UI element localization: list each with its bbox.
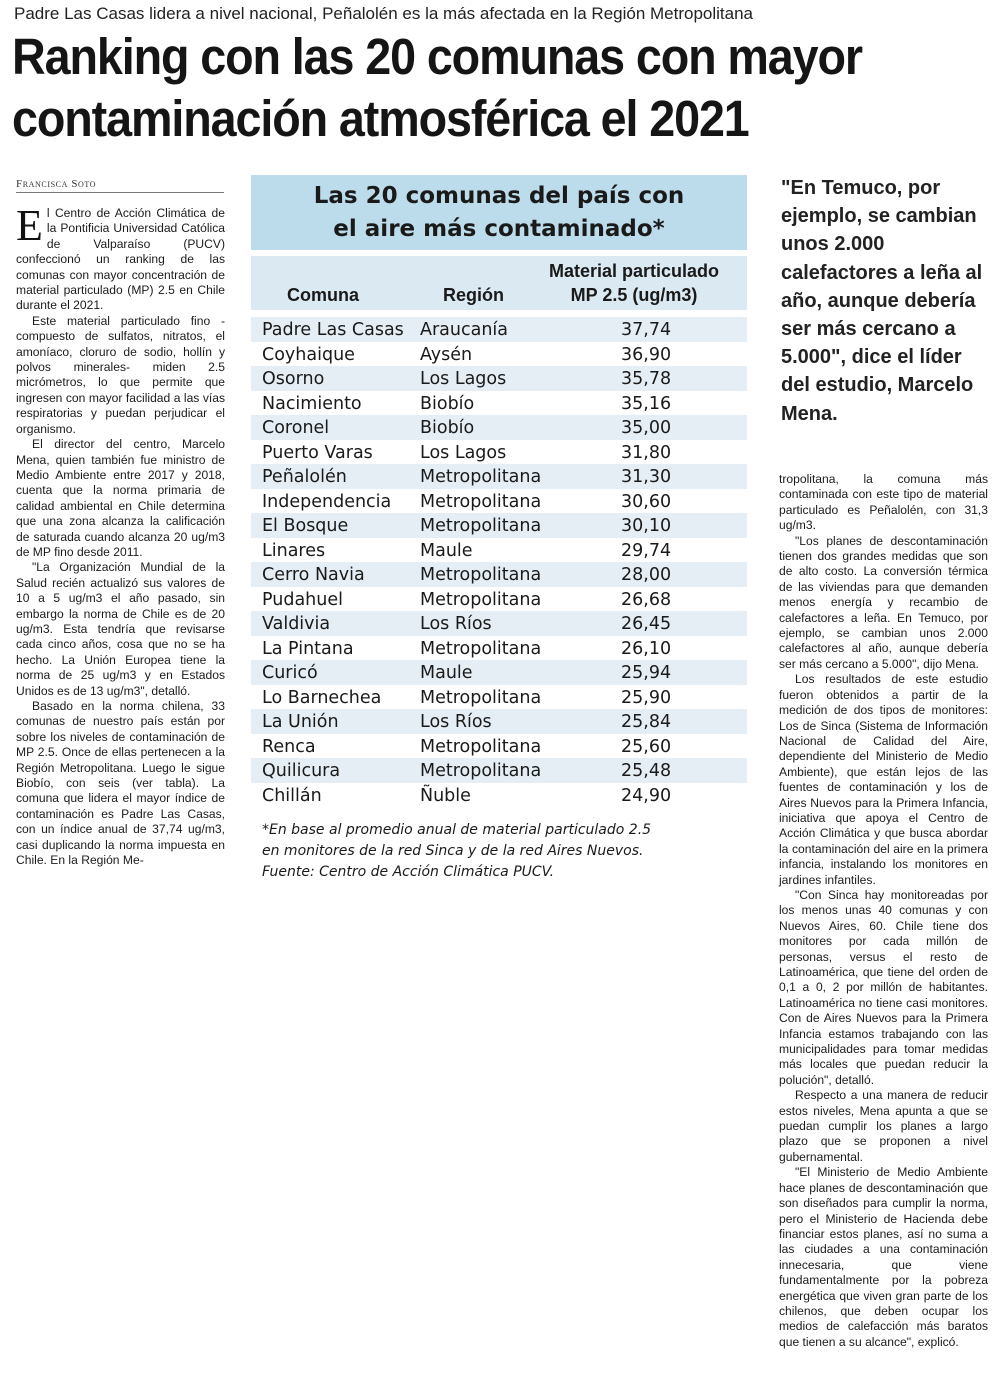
headline bbox=[12, 26, 913, 150]
cell-region: Metropolitana bbox=[420, 589, 542, 610]
cell-region: Los Lagos bbox=[420, 369, 507, 389]
pull-quote: "En Temuco, por ejemplo, se cambian unos 2.000 calefactores a leña al año, aunque debería ser más cercano a 5.000", dice el líder del estudio, Marcelo Mena. bbox=[781, 177, 983, 425]
cell-region: Metropolitana bbox=[420, 491, 542, 512]
table-source: Fuente: Centro de Acción Climática PUCV. bbox=[262, 864, 555, 880]
table-row bbox=[251, 685, 747, 710]
cell-region: Metropolitana bbox=[420, 467, 542, 487]
cell-value: 35,00 bbox=[621, 418, 672, 438]
table-note bbox=[262, 820, 702, 883]
table-note-line-1: *En base al promedio anual de material particulado 2.5 bbox=[262, 822, 652, 838]
table-row bbox=[251, 489, 747, 514]
cell-comuna: Valdivia bbox=[262, 614, 331, 634]
cell-value: 25,48 bbox=[621, 761, 672, 781]
paragraph: "Con Sinca hay monitoreadas por los menos unas 40 comunas y con Nuevos Aires, 60. Chile tiene dos monitores por cada millón de personas, versus el resto de Latinoamérica, que tiene del orden de 0,1 a 0, 2 por millón de habitantes. Latinoamérica no tiene casi monitores. Con de Aires Nuevos para la Primera Infancia estamos trabajando con las municipalidades para tomar medidas más locales que puedan reducir la polución", detalló. bbox=[779, 887, 988, 1087]
cell-region: Biobío bbox=[420, 393, 475, 414]
cell-value: 26,68 bbox=[621, 589, 672, 610]
cell-value: 25,84 bbox=[621, 712, 672, 732]
paragraph bbox=[16, 201, 225, 314]
cell-comuna: Nacimiento bbox=[262, 393, 362, 414]
cell-value: 35,78 bbox=[621, 369, 672, 389]
cell-value: 25,90 bbox=[621, 687, 672, 708]
table-row bbox=[251, 440, 747, 465]
cell-comuna: La Pintana bbox=[262, 638, 354, 659]
table-row bbox=[251, 783, 747, 808]
cell-region: Metropolitana bbox=[420, 761, 542, 781]
paragraph: El director del centro, Marcelo Mena, quien también fue ministro de Medio Ambiente entre 2017 y 2018, cuenta que la norma primaria de calidad ambiental en Chile determina que una zona alcanza la calificación de saturada cuando alcanza 20 ug/m3 de MP fino desde 2011. bbox=[16, 437, 225, 559]
left-column bbox=[16, 201, 225, 868]
cell-region: Los Ríos bbox=[420, 712, 492, 732]
cell-value: 25,60 bbox=[621, 736, 672, 757]
right-column bbox=[779, 472, 988, 1350]
table-row bbox=[251, 342, 747, 367]
paragraph: tropolitana, la comuna más contaminada con este tipo de material particulado es Peñalolén, con 31,3 ug/m3. bbox=[779, 472, 988, 533]
cell-region: Aysén bbox=[420, 344, 473, 365]
cell-value: 26,10 bbox=[621, 638, 672, 659]
table-title-line-2: el aire más contaminado* bbox=[333, 216, 665, 242]
cell-region: Araucanía bbox=[420, 320, 509, 340]
table-row bbox=[251, 660, 747, 685]
paragraph: "Los planes de descontaminación tienen dos grandes medidas que son de alto costo. La conversión térmica de las viviendas para que demanden menos energía y recambio de calefactores a leña. En Temuco, por ejemplo, se cambian unos 2.000 calefactores al año, aunque debería ser más cercano a 5.000", dijo Mena. bbox=[779, 533, 988, 671]
cell-value: 29,74 bbox=[621, 540, 672, 561]
table-row bbox=[251, 538, 747, 563]
headline-line-2: contaminación atmosférica el 2021 bbox=[12, 90, 749, 147]
cell-comuna: Independencia bbox=[262, 491, 392, 512]
table-row bbox=[251, 391, 747, 416]
dropcap: E bbox=[16, 201, 43, 250]
table-row bbox=[251, 611, 747, 636]
cell-comuna: Peñalolén bbox=[262, 467, 347, 487]
cell-value: 28,00 bbox=[621, 565, 672, 585]
cell-region: Ñuble bbox=[420, 785, 471, 806]
table-title bbox=[251, 175, 747, 250]
cell-comuna: Pudahuel bbox=[262, 589, 343, 610]
cell-region: Maule bbox=[420, 540, 473, 561]
cell-region: Metropolitana bbox=[420, 638, 542, 659]
cell-region: Metropolitana bbox=[420, 736, 542, 757]
column-header-region: Región bbox=[443, 285, 504, 305]
cell-comuna: Coyhaique bbox=[262, 344, 355, 365]
paragraph-text: l Centro de Acción Climática de la Pontificia Universidad Católica de Valparaíso (PUCV) confeccionó un ranking de las comunas con mayor concentración de material particulado (MP) 2.5 en Chile durante el 2021. bbox=[16, 206, 225, 313]
headline-line-1: Ranking con las 20 comunas con mayor bbox=[12, 28, 862, 85]
table-row bbox=[251, 317, 747, 342]
cell-comuna: Lo Barnechea bbox=[262, 687, 382, 708]
paragraph: Respecto a una manera de reducir estos niveles, Mena apunta a que se puedan cumplir los planes a largo plazo que se proponen a nivel gubernamental. bbox=[779, 1088, 988, 1164]
cell-comuna: Cerro Navia bbox=[262, 565, 365, 585]
cell-value: 35,16 bbox=[621, 393, 672, 414]
cell-comuna: Padre Las Casas bbox=[262, 320, 404, 340]
cell-comuna: El Bosque bbox=[262, 516, 349, 536]
column-header-mp-line-1: Material particulado bbox=[548, 261, 720, 281]
table-row bbox=[251, 587, 747, 612]
table-row bbox=[251, 636, 747, 661]
cell-value: 26,45 bbox=[621, 614, 672, 634]
cell-value: 30,60 bbox=[621, 491, 672, 512]
paragraph: "La Organización Mundial de la Salud recién actualizó sus valores de 10 a 5 ug/m3 el año pasado, sin embargo la norma de Chile es de 20 ug/m3. Esta tendría que revisarse cada cinco años, cosa que no se ha hecho. La Unión Europea tiene la norma de 25 ug/m3 y en Estados Unidos es de 13 ug/m3", detalló. bbox=[16, 560, 225, 698]
table-row bbox=[251, 464, 747, 489]
paragraph: Los resultados de este estudio fueron obtenidos a partir de la medición de dos tipos de monitores: Los de Sinca (Sistema de Información Nacional de Calidad del Aire, dependiente del Ministerio de Medio Ambiente), que están lejos de las fuentes de contaminación y los de Aires Nuevos para la Primera Infancia, iniciativa que apoya el Centro de Acción Climática y que busca abordar la contaminación del aire en la primera infancia, instalando los monitores en jardines infantiles. bbox=[779, 672, 988, 887]
table-note-line-2: en monitores de la red Sinca y de la red Aires Nuevos. bbox=[262, 843, 644, 859]
cell-comuna: Linares bbox=[262, 540, 326, 561]
cell-region: Metropolitana bbox=[420, 687, 542, 708]
byline: Francisca Soto bbox=[16, 178, 224, 193]
cell-comuna: Quilicura bbox=[262, 761, 341, 781]
table-row bbox=[251, 513, 747, 538]
cell-value: 30,10 bbox=[621, 516, 672, 536]
table-body bbox=[251, 317, 747, 807]
cell-region: Los Lagos bbox=[420, 442, 507, 463]
table-row bbox=[251, 562, 747, 587]
cell-value: 31,30 bbox=[621, 467, 672, 487]
cell-value: 24,90 bbox=[621, 785, 672, 806]
cell-value: 25,94 bbox=[621, 663, 672, 683]
cell-comuna: Coronel bbox=[262, 418, 330, 438]
paragraph: Basado en la norma chilena, 33 comunas de nuestro país están por sobre los niveles de contaminación de MP 2.5. Once de ellas pertenecen a la Región Metropolitana. Luego le sigue Biobío, con seis (ver tabla). La comuna que lidera el mayor índice de contaminación es Padre Las Casas, con un índice anual de 37,74 ug/m3, casi duplicando la norma impuesta en Chile. En la Región Me- bbox=[16, 699, 225, 868]
cell-comuna: Chillán bbox=[262, 785, 322, 806]
cell-comuna: Puerto Varas bbox=[262, 442, 373, 463]
table-row bbox=[251, 734, 747, 759]
table-row bbox=[251, 415, 747, 440]
cell-value: 37,74 bbox=[621, 320, 672, 340]
table-row bbox=[251, 758, 747, 783]
column-header-comuna: Comuna bbox=[287, 285, 359, 305]
table-title-line-1: Las 20 comunas del país con bbox=[313, 183, 685, 209]
cell-comuna: Renca bbox=[262, 736, 316, 757]
cell-value: 31,80 bbox=[621, 442, 672, 463]
column-header-mp-line-2: MP 2.5 (ug/m3) bbox=[570, 285, 698, 305]
paragraph: Este material particulado fino -compuesto de sulfatos, nitratos, el amoníaco, cloruro de sodio, hollín y polvos minerales- miden 2.5 micrómetros, lo que permite que ingresen con mayor facilidad a las vías respiratorias y puedan perjudicar el organismo. bbox=[16, 313, 225, 436]
cell-value: 36,90 bbox=[621, 344, 672, 365]
cell-comuna: Curicó bbox=[262, 663, 318, 683]
kicker: Padre Las Casas lidera a nivel nacional, Peñalolén es la más afectada en la Región Metropolitana bbox=[14, 4, 754, 23]
cell-region: Metropolitana bbox=[420, 516, 542, 536]
cell-comuna: Osorno bbox=[262, 369, 325, 389]
cell-region: Los Ríos bbox=[420, 614, 492, 634]
table-row bbox=[251, 366, 747, 391]
cell-region: Metropolitana bbox=[420, 565, 542, 585]
column-header-mp bbox=[521, 259, 747, 307]
cell-region: Biobío bbox=[420, 418, 475, 438]
cell-comuna: La Unión bbox=[262, 712, 339, 732]
table-header bbox=[251, 256, 747, 310]
table-row bbox=[251, 709, 747, 734]
paragraph: "El Ministerio de Medio Ambiente hace planes de descontaminación que son diseñados para cumplir la norma, pero el Ministerio de Hacienda debe financiar estos planes, así no suma a las ciudades a una contaminación innecesaria, que viene fundamentalmente por la pobreza energética que viven gran parte de los chilenos, que deben ocupar los medios de calefacción más baratos que tienen a su alcance", explicó. bbox=[779, 1165, 988, 1349]
cell-region: Maule bbox=[420, 663, 473, 683]
